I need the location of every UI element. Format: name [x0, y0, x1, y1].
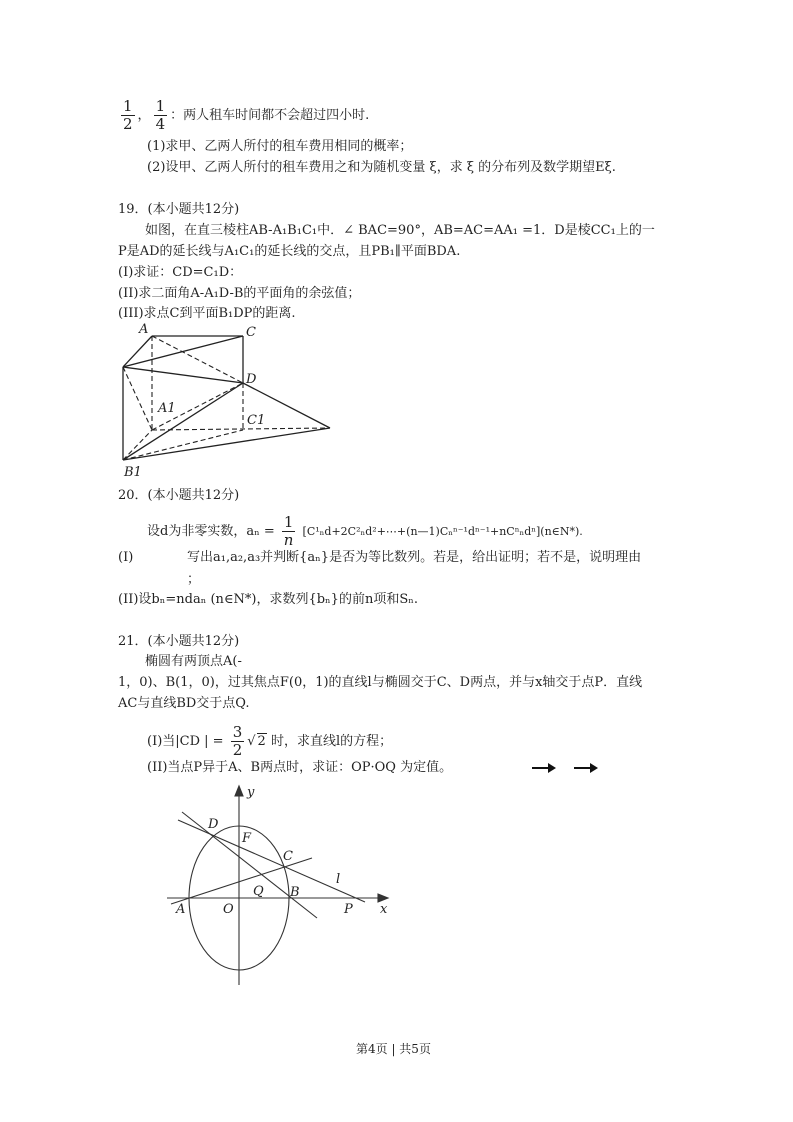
- q18-intro: $\frac{1}{2}$ ， $\frac{1}{4}$ ：两人租车时间都不会超过四小时.: [123, 97, 370, 133]
- q20-part2: (II)设bₙ=ndaₙ (n∈N*)，求数列{bₙ}的前n项和Sₙ.: [118, 592, 418, 607]
- label-D: D: [246, 372, 257, 387]
- q21-part1-tail: 时，求直线l的方程；: [270, 734, 393, 749]
- q18-part2: (2)设甲、乙两人所付的租车费用之和为随机变量 ξ，求 ξ 的分布列及数学期望Eξ.: [147, 160, 616, 175]
- denominator: 2: [123, 115, 133, 133]
- numerator: 3: [232, 723, 243, 741]
- numerator: 1: [123, 97, 133, 115]
- q20-part1: 写出a₁,a₂,a₃并判断{aₙ}是否为等比数列。若是，给出证明；若不是，说明理由: [187, 550, 642, 565]
- label-C: C: [283, 849, 293, 864]
- label-C1: C1: [247, 413, 266, 428]
- denominator: 4: [155, 115, 166, 133]
- q20-part1-tail: ；: [187, 572, 201, 587]
- q19-part3: (III)求点C到平面B₁DP的距离.: [118, 306, 296, 321]
- fraction: [154, 98, 168, 133]
- label-O: O: [223, 902, 234, 917]
- q21-header: 21．(本小题共12分): [118, 634, 240, 649]
- label-B: B: [290, 885, 300, 900]
- q21-line2: 1，0)、B(1，0)，过其焦点F(0，1)的直线l与椭圆交于C、D两点，并与x轴交于点P．直线: [118, 675, 643, 690]
- label-x: x: [380, 902, 388, 917]
- denominator: 2: [232, 741, 243, 759]
- q19-part1: (I)求证：CD=C₁D：: [118, 265, 243, 280]
- denominator: n: [283, 531, 294, 549]
- prism-figure: [110, 320, 340, 480]
- fraction: [282, 514, 296, 549]
- q19-line1: 如图，在直三棱柱AB-A₁B₁C₁中．∠ BAC=90°，AB=AC=AA₁ =1．D是棱CC₁上的一: [145, 223, 655, 238]
- q21-part1-lead: (I)当|CD | =: [147, 734, 228, 749]
- label-Q: Q: [253, 884, 264, 899]
- q21-part2-text: (II)当点P异于A、B两点时，求证：OP·OQ 为定值。: [147, 760, 453, 775]
- q20-part1-label: (I): [118, 550, 134, 565]
- q20-lead: 设d为非零实数，aₙ =: [147, 524, 279, 539]
- ellipse-figure: [160, 780, 400, 1000]
- label-A: A: [139, 322, 149, 337]
- q19-line2: P是AD的延长线与A₁C₁的延长线的交点，且PB₁∥平面BDA.: [118, 244, 461, 259]
- q21-part1: (I)当|CD | = $\frac{3}{2}$ √ 2 时，求直线l的方程；: [147, 723, 393, 759]
- q21-part2: [147, 760, 606, 776]
- q18-part1: (1)求甲、乙两人所付的租车费用相同的概率；: [147, 139, 413, 154]
- label-l: l: [336, 872, 341, 887]
- q19-part2: (II)求二面角A-A₁D-B的平面角的余弦值；: [118, 286, 361, 301]
- label-P: P: [344, 902, 353, 917]
- q20-definition: [147, 514, 583, 549]
- label-C: C: [246, 325, 256, 340]
- label-A1: A1: [158, 401, 176, 416]
- q18-intro-text: ：两人租车时间都不会超过四小时.: [170, 108, 370, 123]
- fraction: [121, 98, 135, 133]
- numerator: 1: [155, 97, 166, 115]
- label-y: y: [247, 785, 255, 800]
- page-footer: 第4页 | 共5页: [356, 1042, 431, 1056]
- label-B1: B1: [124, 465, 142, 480]
- q21-line1: 椭圆有两顶点A(-: [145, 654, 242, 669]
- sqrt-radicand: 2: [257, 734, 266, 749]
- label-F: F: [242, 831, 252, 846]
- q20-header: 20．(本小题共12分): [118, 488, 240, 503]
- q20-formula: [C¹ₙd+2C²ₙd²+⋯+(n—1)Cₙⁿ⁻¹dⁿ⁻¹+nCⁿₙdⁿ](n∈N*).: [302, 525, 583, 538]
- vector-arrow-icon: [532, 767, 554, 769]
- numerator: 1: [283, 513, 294, 531]
- label-A: A: [176, 902, 186, 917]
- label-D: D: [208, 817, 219, 832]
- q21-line3: AC与直线BD交于点Q.: [118, 696, 250, 711]
- fraction: [231, 724, 245, 759]
- q19-header: 19．(本小题共12分): [118, 202, 240, 217]
- vector-arrow-icon: [574, 767, 596, 769]
